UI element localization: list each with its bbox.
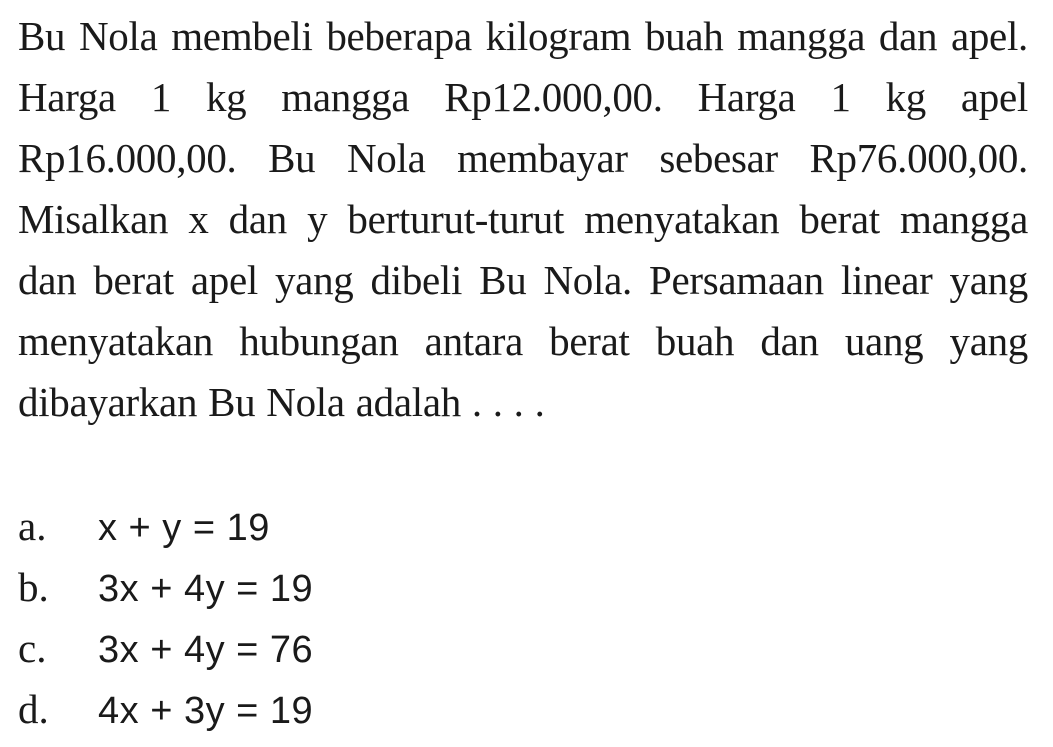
option-expression: 3x + 4y = 19 (98, 568, 314, 610)
option-a (18, 496, 718, 557)
option-letter: d. (18, 686, 49, 732)
option-letter: a. (18, 503, 47, 549)
option-expression: x + y = 19 (98, 507, 270, 549)
option-letter: c. (18, 625, 47, 671)
option-expression: 3x + 4y = 76 (98, 629, 314, 671)
option-c (18, 618, 718, 679)
answer-options (18, 496, 718, 740)
option-letter: b. (18, 564, 49, 610)
question-text: Bu Nola membeli beberapa kilogram buah mangga dan apel. Harga 1 kg mangga Rp12.000,00. Harga 1 kg apel Rp16.000,00. Bu Nola membayar sebesar Rp76.000,00. Misalkan x dan y berturut-turut menyatakan berat mangga dan berat apel yang dibeli Bu Nola. Persamaan linear yang menyatakan hubungan antara berat buah dan uang yang dibayarkan Bu Nola adalah . . . . (18, 13, 1028, 425)
option-d (18, 679, 718, 740)
option-expression: 4x + 3y = 19 (98, 690, 314, 732)
option-b (18, 557, 718, 618)
